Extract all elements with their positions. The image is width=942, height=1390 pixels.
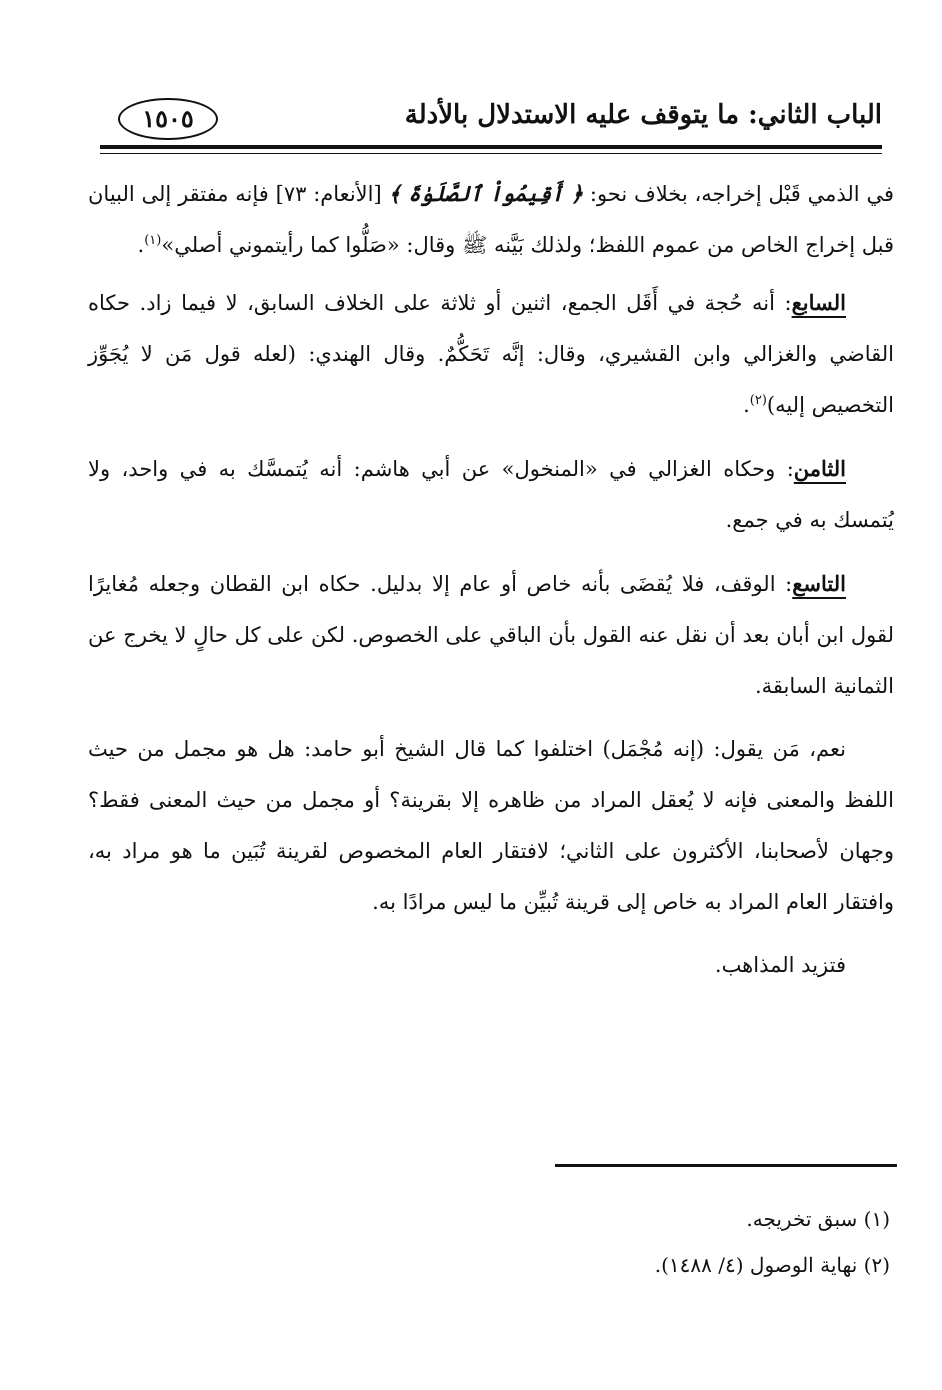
paragraph-conclusion: فتزيد المذاهب. [714,953,846,977]
p2-end: . [743,393,750,417]
paragraph-seventh [88,277,894,431]
page-number: ١٥٠٥ [118,98,218,140]
header-rule-thin [100,153,882,154]
seventh-text: : أنه حُجة في أَقَل الجمع، اثنين أو ثلاثة على الخلاف السابق، لا فيما زاد. حكاه القاضي والغزالي وابن القشيري، وقال: إنَّه تَحَكُّمٌ. وقال الهندي: (لعله قول مَن لا يُجَوِّز التخصيص إليه) [88,291,894,417]
paragraph-ninth [88,558,894,712]
paragraph-eighth [88,443,894,546]
footnote-ref-1: (١) [144,233,162,248]
label-ninth: التاسع [792,571,846,596]
paragraph-mujmal: نعم، مَن يقول: (إنه مُجْمَل) اختلفوا كما قال الشيخ أبو حامد: هل هو مجمل من حيث اللفظ والمعنى فإنه لا يُعقل المراد من ظاهره إلا بقرينة؟ أو مجمل من حيث المعنى فقط؟ وجهان لأصحابنا، الأكثرون على الثاني؛ لافتقار العام المخصوص لقرينة تُبَين ما هو مراد به، وافتقار العام المراد به خاص إلى قرينة تُبيِّن ما ليس مرادًا به. [88,737,894,914]
p1-text-a: في الذمي قَبْل إخراجه، بخلاف نحو: [583,182,894,206]
header-rule-thick [100,145,882,149]
footnote-1: (١) سبق تخريجه. [746,1207,890,1231]
label-seventh: السابع [791,290,846,315]
quran-quote: ﴿ أَقِيمُواْ ٱلصَّلَوٰةَ ﴾ [388,181,584,206]
footnote-separator [555,1164,897,1167]
running-head: الباب الثاني: ما يتوقف عليه الاستدلال بالأدلة [404,100,882,130]
page-header [100,96,882,146]
footnote-ref-2: (٢) [749,393,767,408]
footnote-2: (٢) نهاية الوصول (٤/ ١٤٨٨). [654,1253,890,1277]
paragraph-1 [88,168,894,271]
footnotes [70,1196,890,1288]
label-eighth: الثامن [793,456,846,481]
p1-text-b: [الأنعام: ٧٣] فإنه مفتقر إلى البيان قبل إخراج الخاص من عموم اللفظ؛ ولذلك بَيَّنه ﷺ وقال: «صَلُّوا كما رأيتموني أصلي» [88,182,894,257]
eighth-text: : وحكاه الغزالي في «المنخول» عن أبي هاشم: أنه يُتمسَّك به في واحد، ولا يُتمسك به في جمع. [88,457,894,532]
body-text [88,168,894,1003]
p1-end: . [137,233,145,257]
ninth-text: : الوقف، فلا يُقضَى بأنه خاص أو عام إلا بدليل. حكاه ابن القطان وجعله مُغايرًا لقول ابن أبان بعد أن نقل عنه القول بأن الباقي على الخصوص. لكن على كل حالٍ لا يخرج عن الثمانية السابقة. [88,572,894,698]
